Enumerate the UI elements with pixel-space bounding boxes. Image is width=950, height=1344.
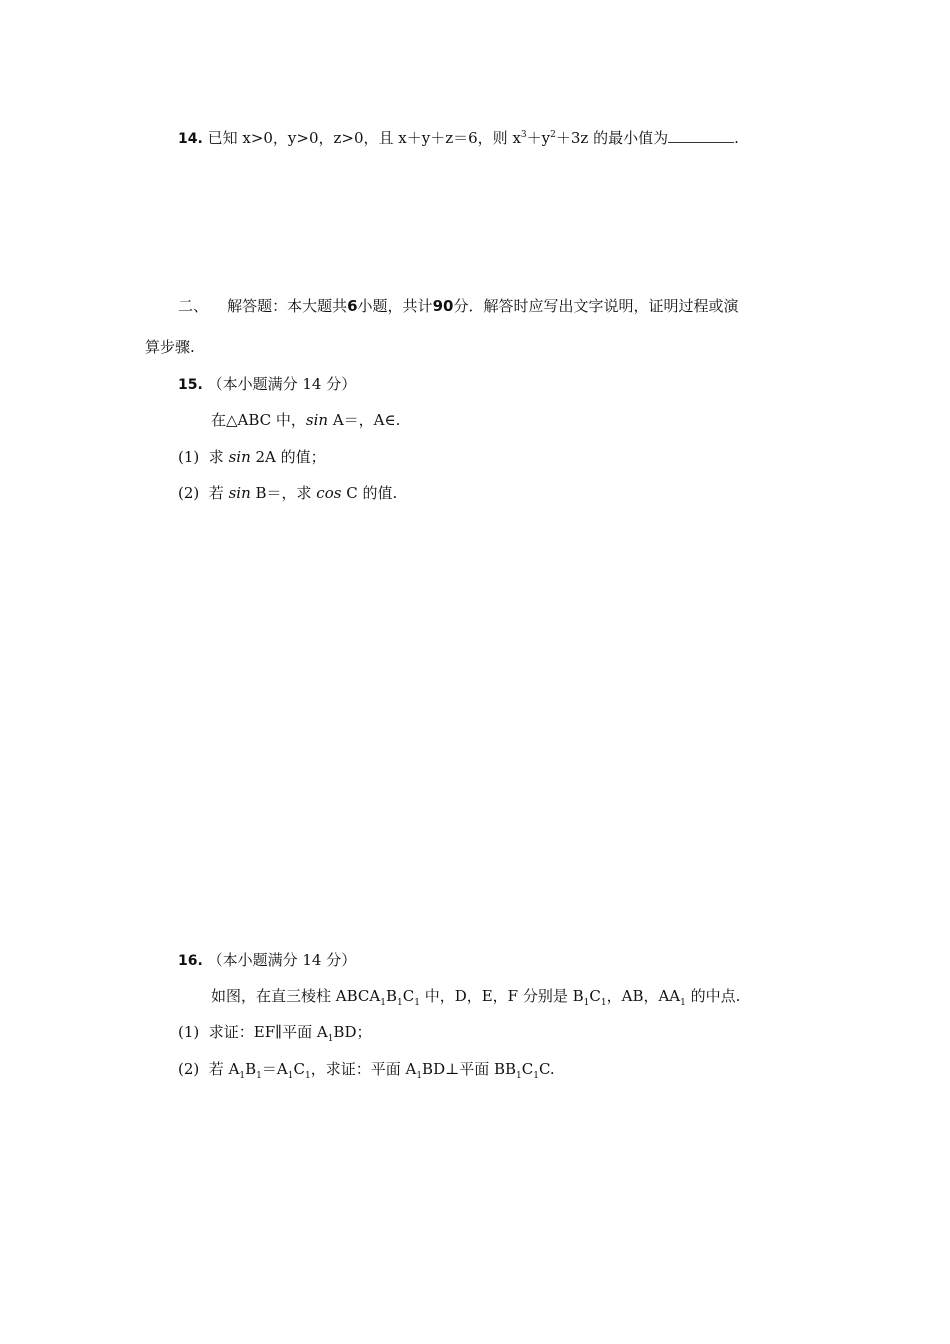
superscript: 2 xyxy=(550,130,556,140)
question-14 xyxy=(178,128,739,149)
text: 解答题：本大题共 xyxy=(227,297,348,315)
subscript: 1 xyxy=(256,1071,262,1081)
text: C. xyxy=(538,1060,555,1078)
score-note: （本小题满分 14 分） xyxy=(207,951,357,969)
part-label: (1) xyxy=(178,1023,200,1041)
question-16-header xyxy=(178,950,356,971)
text: 若 xyxy=(208,484,229,502)
section-2-heading-cont: 算步骤. xyxy=(145,338,195,356)
subscript: 1 xyxy=(516,1071,522,1081)
subscript: 1 xyxy=(287,1071,294,1081)
subscript: 1 xyxy=(680,998,686,1008)
score: 90 xyxy=(432,297,454,315)
func: cos xyxy=(316,484,342,502)
text: ＝A xyxy=(261,1060,288,1078)
question-16-stem xyxy=(211,986,740,1006)
text: C xyxy=(521,1060,534,1078)
question-number: 14. xyxy=(178,131,203,147)
score-note: （本小题满分 14 分） xyxy=(207,375,357,393)
section-prefix: 二、 xyxy=(178,297,209,315)
question-16-part-1 xyxy=(178,1022,371,1042)
text: C xyxy=(293,1060,305,1078)
subscript: 1 xyxy=(304,1071,311,1081)
text: 在△ABC 中， xyxy=(211,411,306,429)
subscript: 1 xyxy=(416,1071,423,1081)
question-16-part-2 xyxy=(178,1059,555,1079)
text: 中，D，E，F 分别是 B xyxy=(419,987,584,1005)
text: 的中点. xyxy=(685,987,741,1005)
text: B xyxy=(385,987,397,1005)
count: 6 xyxy=(347,297,358,315)
subscript: 1 xyxy=(414,998,420,1008)
text: C xyxy=(589,987,601,1005)
text: ，求证：平面 A xyxy=(310,1060,417,1078)
section-2-heading xyxy=(178,296,738,316)
question-15-header xyxy=(178,374,356,395)
part-label: (2) xyxy=(178,484,200,502)
subscript: 1 xyxy=(239,1071,246,1081)
text: 分．解答时应写出文字说明，证明过程或演 xyxy=(453,297,739,315)
text: 求证：EF∥平面 A xyxy=(208,1023,328,1041)
superscript: 3 xyxy=(520,130,527,140)
subscript: 1 xyxy=(583,998,590,1008)
text: C xyxy=(402,987,415,1005)
text: BD⊥平面 BB xyxy=(422,1060,517,1078)
text: ＋y xyxy=(526,129,551,147)
text: 2A 的值； xyxy=(250,448,326,466)
text: ＋3z 的最小值为 xyxy=(555,129,669,147)
text: 如图，在直三棱柱 ABCA xyxy=(211,987,381,1005)
question-15-part-2 xyxy=(178,483,397,503)
question-15-part-1 xyxy=(178,447,326,467)
text: 求 xyxy=(208,448,229,466)
text: BD； xyxy=(333,1023,372,1041)
func: sin xyxy=(228,484,251,502)
question-number: 15. xyxy=(178,377,203,393)
text: 小题，共计 xyxy=(357,297,433,315)
subscript: 1 xyxy=(533,1071,539,1081)
text: A＝，A∈. xyxy=(328,411,401,429)
part-label: (1) xyxy=(178,448,200,466)
subscript: 1 xyxy=(396,998,403,1008)
subscript: 1 xyxy=(380,998,386,1008)
text: . xyxy=(734,129,739,147)
text: B＝，求 xyxy=(250,484,317,502)
text: 若 A xyxy=(208,1060,240,1078)
part-label: (2) xyxy=(178,1060,200,1078)
subscript: 1 xyxy=(600,998,607,1008)
text: C 的值. xyxy=(341,484,398,502)
func: sin xyxy=(228,448,251,466)
func: sin xyxy=(305,411,329,429)
subscript: 1 xyxy=(327,1034,334,1044)
question-number: 16. xyxy=(178,953,203,969)
text: ，AB，AA xyxy=(606,987,681,1005)
question-15-stem xyxy=(211,410,400,430)
text: B xyxy=(245,1060,257,1078)
answer-blank xyxy=(668,128,734,143)
text: 已知 x>0，y>0，z>0，且 x＋y＋z＝6，则 x xyxy=(207,129,521,147)
